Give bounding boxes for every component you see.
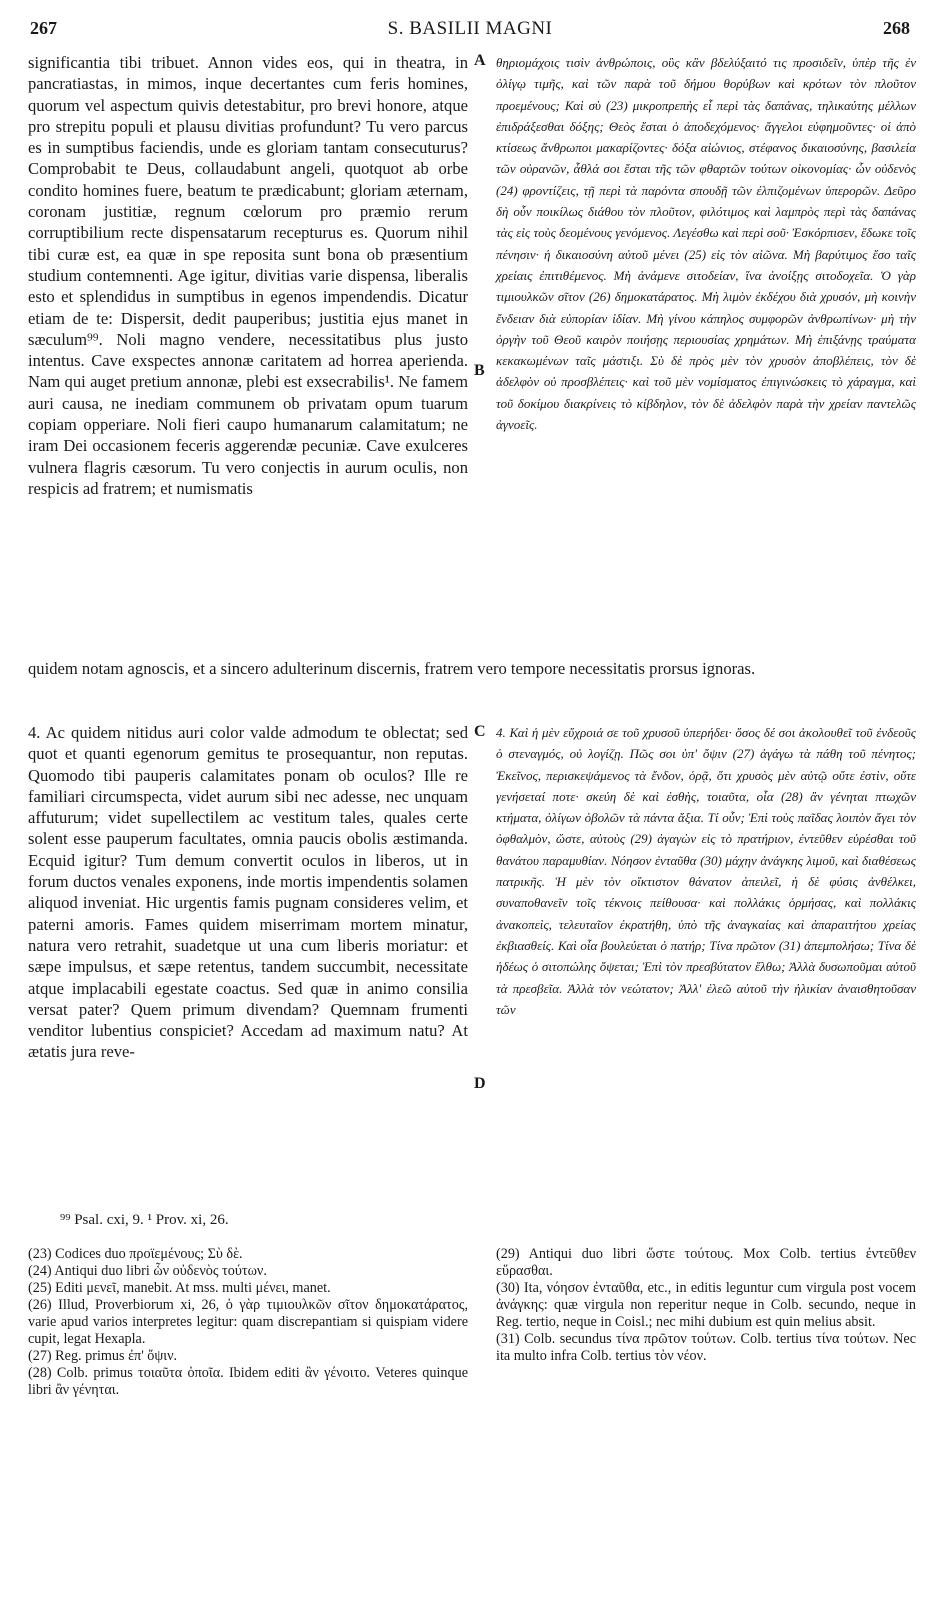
- greek-text-part1: θηριομάχοις τισὶν ἀνθρώποις, οὓς κἂν βδελύξαιτό τις προσιδεῖν, ὑπὲρ τῆς ἐν ὀλίγῳ τιμῆς, καὶ τῶν παρὰ τοῦ δήμου θορύβων καὶ κρότων τὸν πλοῦτον προεμένους; Καὶ σὺ (23) μικροπρεπὴς εἶ περὶ τὰς δαπάνας, τηλικαύτης μέλλων ἐπιδράξεσθαι δόξης; Θεὸς ἔσται ὁ ἀποδεχόμενος· ἄγγελοι εὐφημοῦντες· οἱ ἀπὸ κτίσεως ἄνθρωποι μακαρίζοντες· δόξα αἰώνιος, στέφανος δικαιοσύνης, βασιλεία τῶν οὐρανῶν, ἆθλά σοι ἔσται τῆς τῶν φθαρτῶν τούτων οἰκονομίας· ὧν οὐδενὸς (24) φροντίζεις, τῇ περὶ τὰ παρόντα σπουδῇ τῶν ἐλπιζομένων ὑπερορῶν. Δεῦρο δὴ οὖν ποικίλως διάθου τὸν πλοῦτον, φιλότιμος καὶ λαμπρὸς περὶ τὰς δαπάνας τὰς εἰς τοὺς δεομένους γενόμενος. Λεγέσθω καὶ περὶ σοῦ· Ἐσκόρπισεν, ἔδωκε τοῖς πένησιν· ἡ δικαιοσύνη αὐτοῦ μένει (25) εἰς τὸν αἰῶνα. Μὴ βαρύτιμος ἔσο ταῖς χρείαις ἐπιτιθέμενος. Μὴ ἀνάμενε σιτοδείαν, ἵνα ἀνοίξῃς σιτοδοχεῖα. Ὁ γὰρ τιμιουλκῶν σῖτον (26) δημοκατάρατος. Μὴ λιμὸν ἐκδέχου διὰ χρυσόν, μὴ κοινὴν ἔνδειαν διὰ εὐπορίαν ἰδίαν. Μὴ γίνου κάπηλος συμφορῶν ἀνθρωπίνων· μὴ τὴν ὀργὴν τοῦ Θεοῦ καιρὸν ποιήσῃς περιουσίας χρημάτων. Μὴ ἐπιξάνῃς τραύματα κεκακωμένων ταῖς μάστιξι. Σὺ δὲ πρὸς μὲν τὸν χρυσὸν ἀποβλέπεις, τὸν δὲ ἀδελφὸν οὐ προσβλέπεις· καὶ τοῦ μὲν νομίσματος ἐπιγινώσκεις τὸ χάραγμα, καὶ τοῦ δοκίμου διακρίνεις τὸ κίβδηλον, τὸν δὲ ἀδελφὸν παρὰ τὴν χρείαν παντελῶς ἀγνοεῖς.: [496, 55, 916, 433]
- scripture-references: ⁹⁹ Psal. cxi, 9. ¹ Prov. xi, 26.: [60, 1212, 229, 1228]
- note-25: (25) Editi μενεῖ, manebit. At mss. multi μένει, manet.: [28, 1280, 331, 1296]
- page-header: [30, 18, 910, 42]
- left-page-number: 267: [30, 18, 57, 38]
- right-page-number: 268: [883, 18, 910, 38]
- margin-marker-b: B: [474, 362, 485, 379]
- margin-marker-a: A: [474, 52, 486, 69]
- note-23: (23) Codices duo προϊεμένους; Σὺ δὲ.: [28, 1246, 243, 1262]
- notes-right-column: [496, 1246, 916, 1365]
- note-31: (31) Colb. secundus τίνα πρῶτον τούτων. Colb. tertius τίνα τούτων. Nec ita multo infra Colb. tertius τὸν νέον.: [496, 1331, 916, 1364]
- note-26: (26) Illud, Proverbiorum xi, 26, ὁ γὰρ τιμιουλκῶν σῖτον δημοκατάρατος, varie apud varios interpretes legitur: quam discrepantiam si quispiam videre cupit, legat Hexapla.: [28, 1297, 468, 1347]
- running-title: S. BASILII MAGNI: [387, 18, 553, 39]
- notes-left-column: [28, 1246, 468, 1399]
- latin-continuation-fullwidth: quidem notam agnoscis, et a sincero adulterinum discernis, fratrem vero tempore necessitatis prorsus ignoras.: [28, 659, 756, 678]
- note-29: (29) Antiqui duo libri ὥστε τούτους. Mox Colb. tertius ἐντεῦθεν εὕρασθαι.: [496, 1246, 916, 1279]
- greek-text-part2: 4. Καὶ ἡ μὲν εὔχροιά σε τοῦ χρυσοῦ ὑπερήδει· ὅσος δέ σοι ἀκολουθεῖ τοῦ ἐνδεοῦς ὁ στεναγμός, οὐ λογίζῃ. Πῶς σοι ὑπ' ὄψιν (27) ἀγάγω τὰ πάθη τοῦ πένητος; Ἐκεῖνος, περισκεψάμενος τὰ ἔνδον, ὁρᾷ, ὅτι χρυσὸς μὲν αὐτῷ οὔτε ἐστὶν, οὔτε γενήσεταί ποτε· σκεύη δὲ καὶ ἐσθὴς, τοιαῦτα, οἷα (28) ἂν γένηται πτωχῶν κτήματα, ὀλίγων ὀβολῶν τὰ πάντα ἄξια. Τί οὖν; Ἐπὶ τοὺς παῖδας λοιπὸν ἄγει τὸν ὀφθαλμὸν, ὥστε, αὐτοὺς (29) ἀγαγὼν εἰς τὸ πρατήριον, ἐντεῦθεν εὑρέσθαι τοῦ θανάτου παραμυθίαν. Νόησον ἐνταῦθα (30) μάχην ἀνάγκης λιμοῦ, καὶ διαθέσεως πατρικῆς. Ἡ μὲν τὸν οἴκτιστον θάνατον ἀπειλεῖ, ἡ δὲ φύσις ἀνθέλκει, συναποθανεῖν τοῖς τέκνοις πείθουσα· καὶ πολλάκις ὁρμήσας, καὶ πολλάκις ἀνακοπεὶς, τελευταῖον ἐκρατήθη, ὑπὸ τῆς ἀναγκαίας καὶ ἀπαραιτήτου χρείας ἐκβιασθείς. Καὶ οἷα βουλεύεται ὁ πατήρ; Τίνα πρῶτον (31) ἀπεμπολήσω; Τίνα δὲ ἡδέως ὁ σιτοπώλης ὄψεται; Ἐπὶ τὸν πρεσβύτατον ἔλθω; Ἀλλὰ δυσωποῦμαι αὐτοῦ τὰ πρεσβεῖα. Ἀλλὰ τὸν νεώτατον; Ἀλλ' ἐλεῶ αὐτοῦ τὴν ἡλικίαν ἀναισθητοῦσαν τῶν: [496, 725, 916, 1017]
- note-30: (30) Ita, νόησον ἐνταῦθα, etc., in editis leguntur cum virgula post vocem ἀνάγκης: quæ virgula non reperitur neque in Colb. secundo, neque in Reg. tertio, neque in Coisl.; nec mihi dubium est quin melius absit.: [496, 1280, 916, 1330]
- latin-text-part2: 4. Ac quidem nitidus auri color valde admodum te oblectat; sed quot et quanti egenorum gemitus te prosequantur, non reputas. Quomodo tibi pauperis calamitates ponam ob oculos? Ille re familiari circumspecta, videt aurum sibi nec adesse, nec unquam affuturum; videt supellectilem ac vestitum tales, quales certe solent esse pauperum facultates, omnia paucis obolis æstimanda. Ecquid igitur? Tum demum convertit oculos in liberos, ut in forum ductos venales exponens, inde mortis impendentis solamen aliquod inveniat. Hic urgentis famis pugnam consideres velim, et paterni amoris. Fames quidem miserrimam mortem minatur, natura vero retrahit, suadetque ut una cum liberis moriatur: et sæpe impulsus, et sæpe retentus, tandem succumbit, necessitate atque implacabili egestate coactus. Sed quæ in animo consilia versat pater? Quem primum divendam? Quemnam frumenti venditor lubentius conspiciet? Accedam ad maximum natu? At ætatis jura reve-: [28, 723, 468, 1062]
- latin-text-part1: significantia tibi tribuet. Annon vides eos, qui in theatra, in pancratiastas, in mimos, inque decertantes cum feris homines, quorum vel aspectum quivis detestabitur, pro brevi honore, atque pro strepitu populi et plausu divitias profundunt? Tu vero parcus es in sumptibus faciendis, unde es gloriam tantam consecuturus? Comprobabit te Deus, collaudabunt angeli, quotquot ab orbe condito homines fuere, beatum te prædicabunt; gloriam æternam, coronam justitiæ, regnum cœlorum pro præmio rerum corruptibilium recte dispensatarum recepturus es. Quorum nihil tibi curæ est, ea quæ in spe reposita sunt bona ob præsentium studium contemnenti. Age igitur, divitias varie dispensa, liberalis esto et splendidus in sumptibus in egenos impendendis. Dicatur etiam de te: Dispersit, dedit pauperibus; justitia ejus manet in sæculum⁹⁹. Noli magno vendere, necessitatibus plus justo intentus. Cave exspectes annonæ caritatem ad horrea aperienda. Nam qui auget pretium annonæ, plebi est exsecrabilis¹. Ne famem auri causa, ne inediam communem ob privatam opum tuarum copiam opperiare. Noli fieri caupo humanarum calamitatum; ne iram Dei occasionem feceris aggerendæ pecuniæ. Cave exulceres vulnera flagris cæsorum. Tu vero conjectis in aurum oculis, non respicis ad fratrem; et numismatis: [28, 53, 468, 498]
- note-24: (24) Antiqui duo libri ὧν οὐδενὸς τούτων.: [28, 1263, 267, 1279]
- note-27: (27) Reg. primus ἐπ' ὄψιν.: [28, 1348, 178, 1364]
- margin-marker-d: D: [474, 1075, 486, 1092]
- note-28: (28) Colb. primus τοιαῦτα ὁποῖα. Ibidem editi ἂν γένοιτο. Veteres quinque libri ἂν γένηται.: [28, 1365, 468, 1398]
- margin-marker-c: C: [474, 723, 486, 740]
